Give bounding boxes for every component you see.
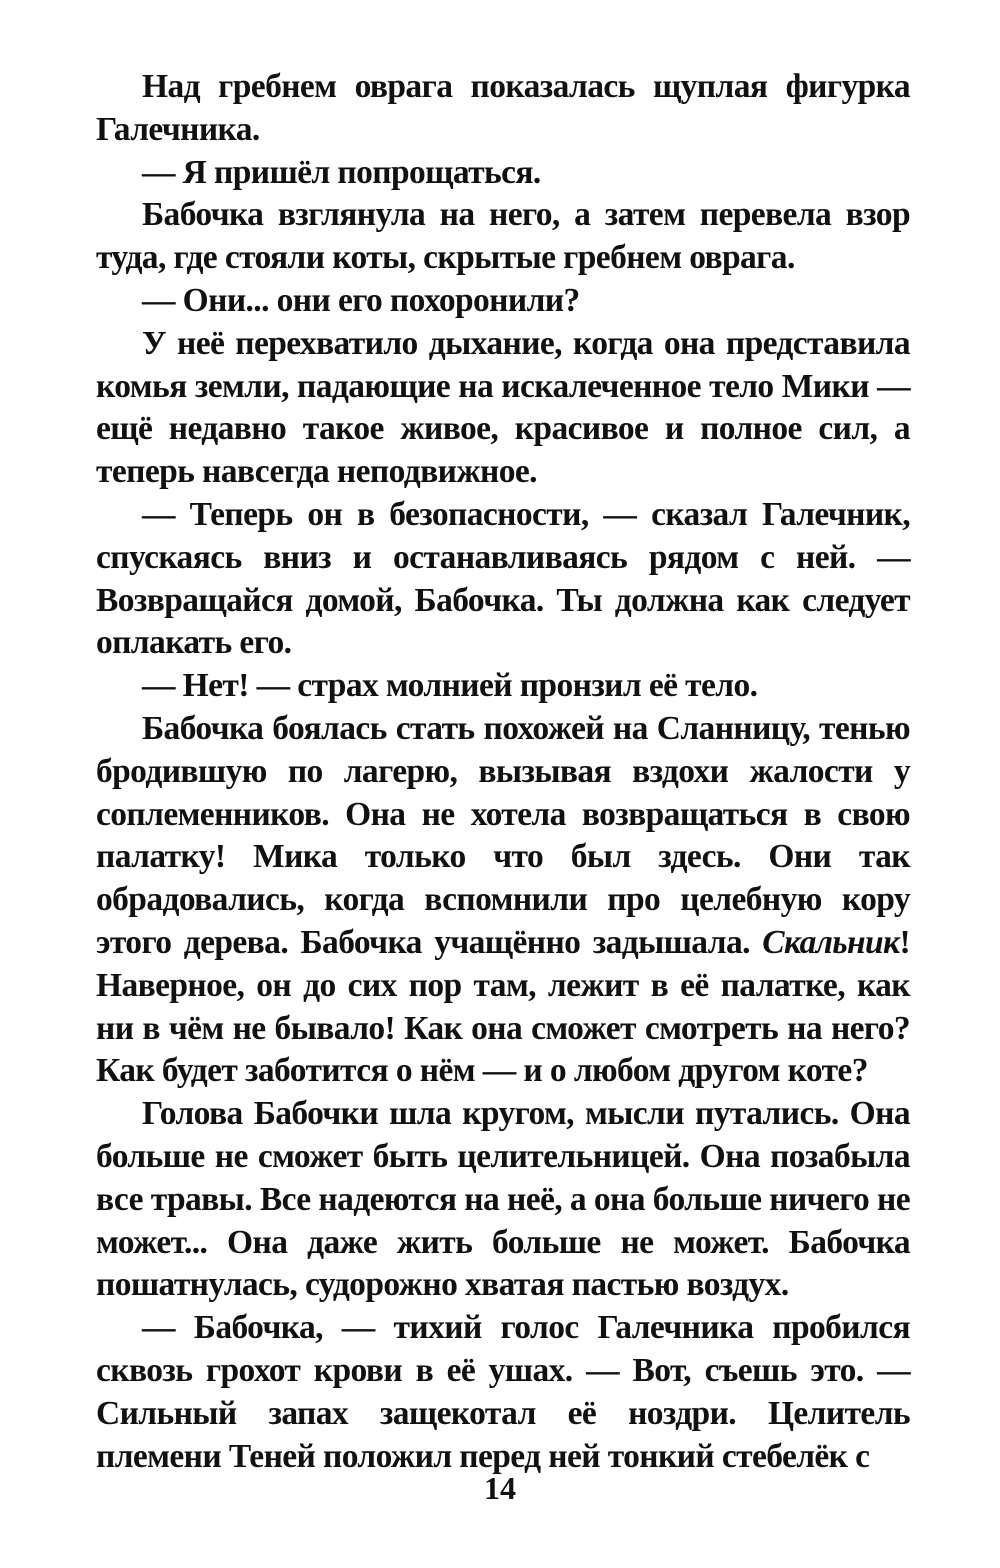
paragraph-7: — Нет! — страх молнией пронзил её тело. — [142, 667, 758, 705]
page-body-text — [96, 66, 910, 1478]
paragraph-8 — [96, 708, 910, 1093]
paragraph-4: — Они... они его похоронили? — [142, 281, 580, 319]
paragraph-8-italic-word: Скальник — [762, 923, 900, 961]
paragraph-8-text-after: ! Наверное, он до сих пор там, лежит в её палатке, как ни в чём не бывало! Как она сможет смотреть на него? Как будет заботится о нём — и о любом другом коте? — [96, 923, 910, 1090]
page-number: 14 — [484, 1470, 516, 1506]
paragraph-2: — Я пришёл попрощаться. — [142, 153, 541, 191]
paragraph-10: — Бабочка, — тихий голос Галечника пробился сквозь грохот крови в её ушах. — Вот, съешь это. — Сильный запах защекотал её ноздри. Целитель племени Теней положил перед ней тонкий стебелёк с — [96, 1309, 910, 1475]
paragraph-5: У неё перехватило дыхание, когда она представила комья земли, падающие на искалеченное тело Мики — ещё недавно такое живое, красивое и полное сил, а теперь навсегда неподвижное. — [96, 324, 910, 491]
paragraph-3: Бабочка взглянула на него, а затем перевела взор туда, где стояли коты, скрытые гребнем оврага. — [96, 196, 910, 277]
paragraph-9: Голова Бабочки шла кругом, мысли путались. Она больше не сможет быть целительницей. Она позабыла все травы. Все надеются на неё, а она больше ничего не может... Она даже жить больше не может. Бабочка пошатнулась, судорожно хватая пастью воздух. — [96, 1095, 910, 1304]
paragraph-8-text-before: Бабочка боялась стать похожей на Сланницу, тенью бродившую по лагерю, вызывая вздохи жалости у соплеменников. Она не хотела возвращаться в свою палатку! Мика только что был здесь. Они так обрадовались, когда вспомнили про целебную кору этого дерева. Бабочка учащённо задышала. — [96, 709, 910, 961]
paragraph-1: Над гребнем оврага показалась щуплая фигурка Галечника. — [96, 68, 910, 148]
paragraph-6: — Теперь он в безопасности, — сказал Галечник, спускаясь вниз и останавливаясь рядом с ней. — Возвращайся домой, Бабочка. Ты должна как следует оплакать его. — [96, 495, 910, 662]
